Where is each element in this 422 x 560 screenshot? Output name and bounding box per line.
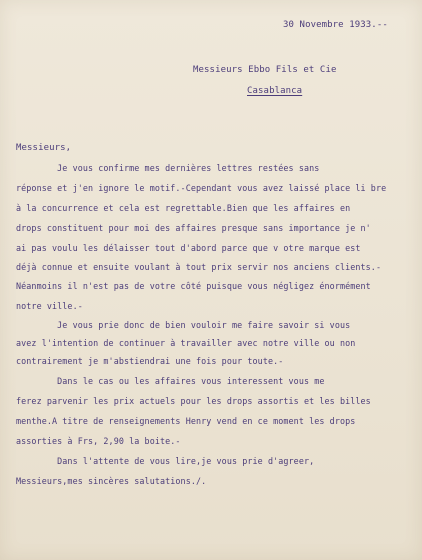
body-line: à la concurrence et cela est regrettable.Bien que les affaires en [16, 203, 351, 213]
body-line: Dans le cas ou les affaires vous interessent vous me [16, 376, 325, 386]
body-line: déjà connue et ensuite voulant à tout prix servir nos anciens clients.- [16, 262, 382, 272]
body-line: contrairement je m'abstiendrai une fois pour toute.- [16, 356, 284, 366]
recipient-name: Messieurs Ebbo Fils et Cie [193, 65, 337, 75]
body-line: menthe.A titre de renseignements Henry vend en ce moment les drops [16, 416, 356, 426]
salutation: Messieurs, [16, 143, 72, 153]
body-line: Je vous confirme mes dernières lettres restées sans [16, 163, 320, 173]
body-line: notre ville.- [16, 301, 83, 311]
body-line: Néanmoins il n'est pas de votre côté puisque vous négligez énormément [16, 281, 371, 291]
body-line: drops constituent pour moi des affaires presque sans importance je n' [16, 223, 371, 233]
body-line: assorties à Frs, 2,90 la boite.- [16, 436, 181, 446]
body-line: avez l'intention de continuer à travailler avec notre ville ou non [16, 338, 356, 348]
body-line: Dans l'attente de vous lire,je vous prie d'agreer, [16, 456, 315, 466]
body-line: réponse et j'en ignore le motif.-Cependant vous avez laissé place li bre [16, 183, 387, 193]
letter-date: 30 Novembre 1933.-- [283, 20, 388, 30]
body-line: ai pas voulu les délaisser tout d'abord parce que v otre marque est [16, 243, 361, 253]
recipient-city: Casablanca [247, 86, 303, 96]
closing-line: Messieurs,mes sincères salutations./. [16, 476, 207, 486]
body-line: ferez parvenir les prix actuels pour les drops assortis et les billes [16, 396, 371, 406]
body-line: Je vous prie donc de bien vouloir me faire savoir si vous [16, 320, 351, 330]
